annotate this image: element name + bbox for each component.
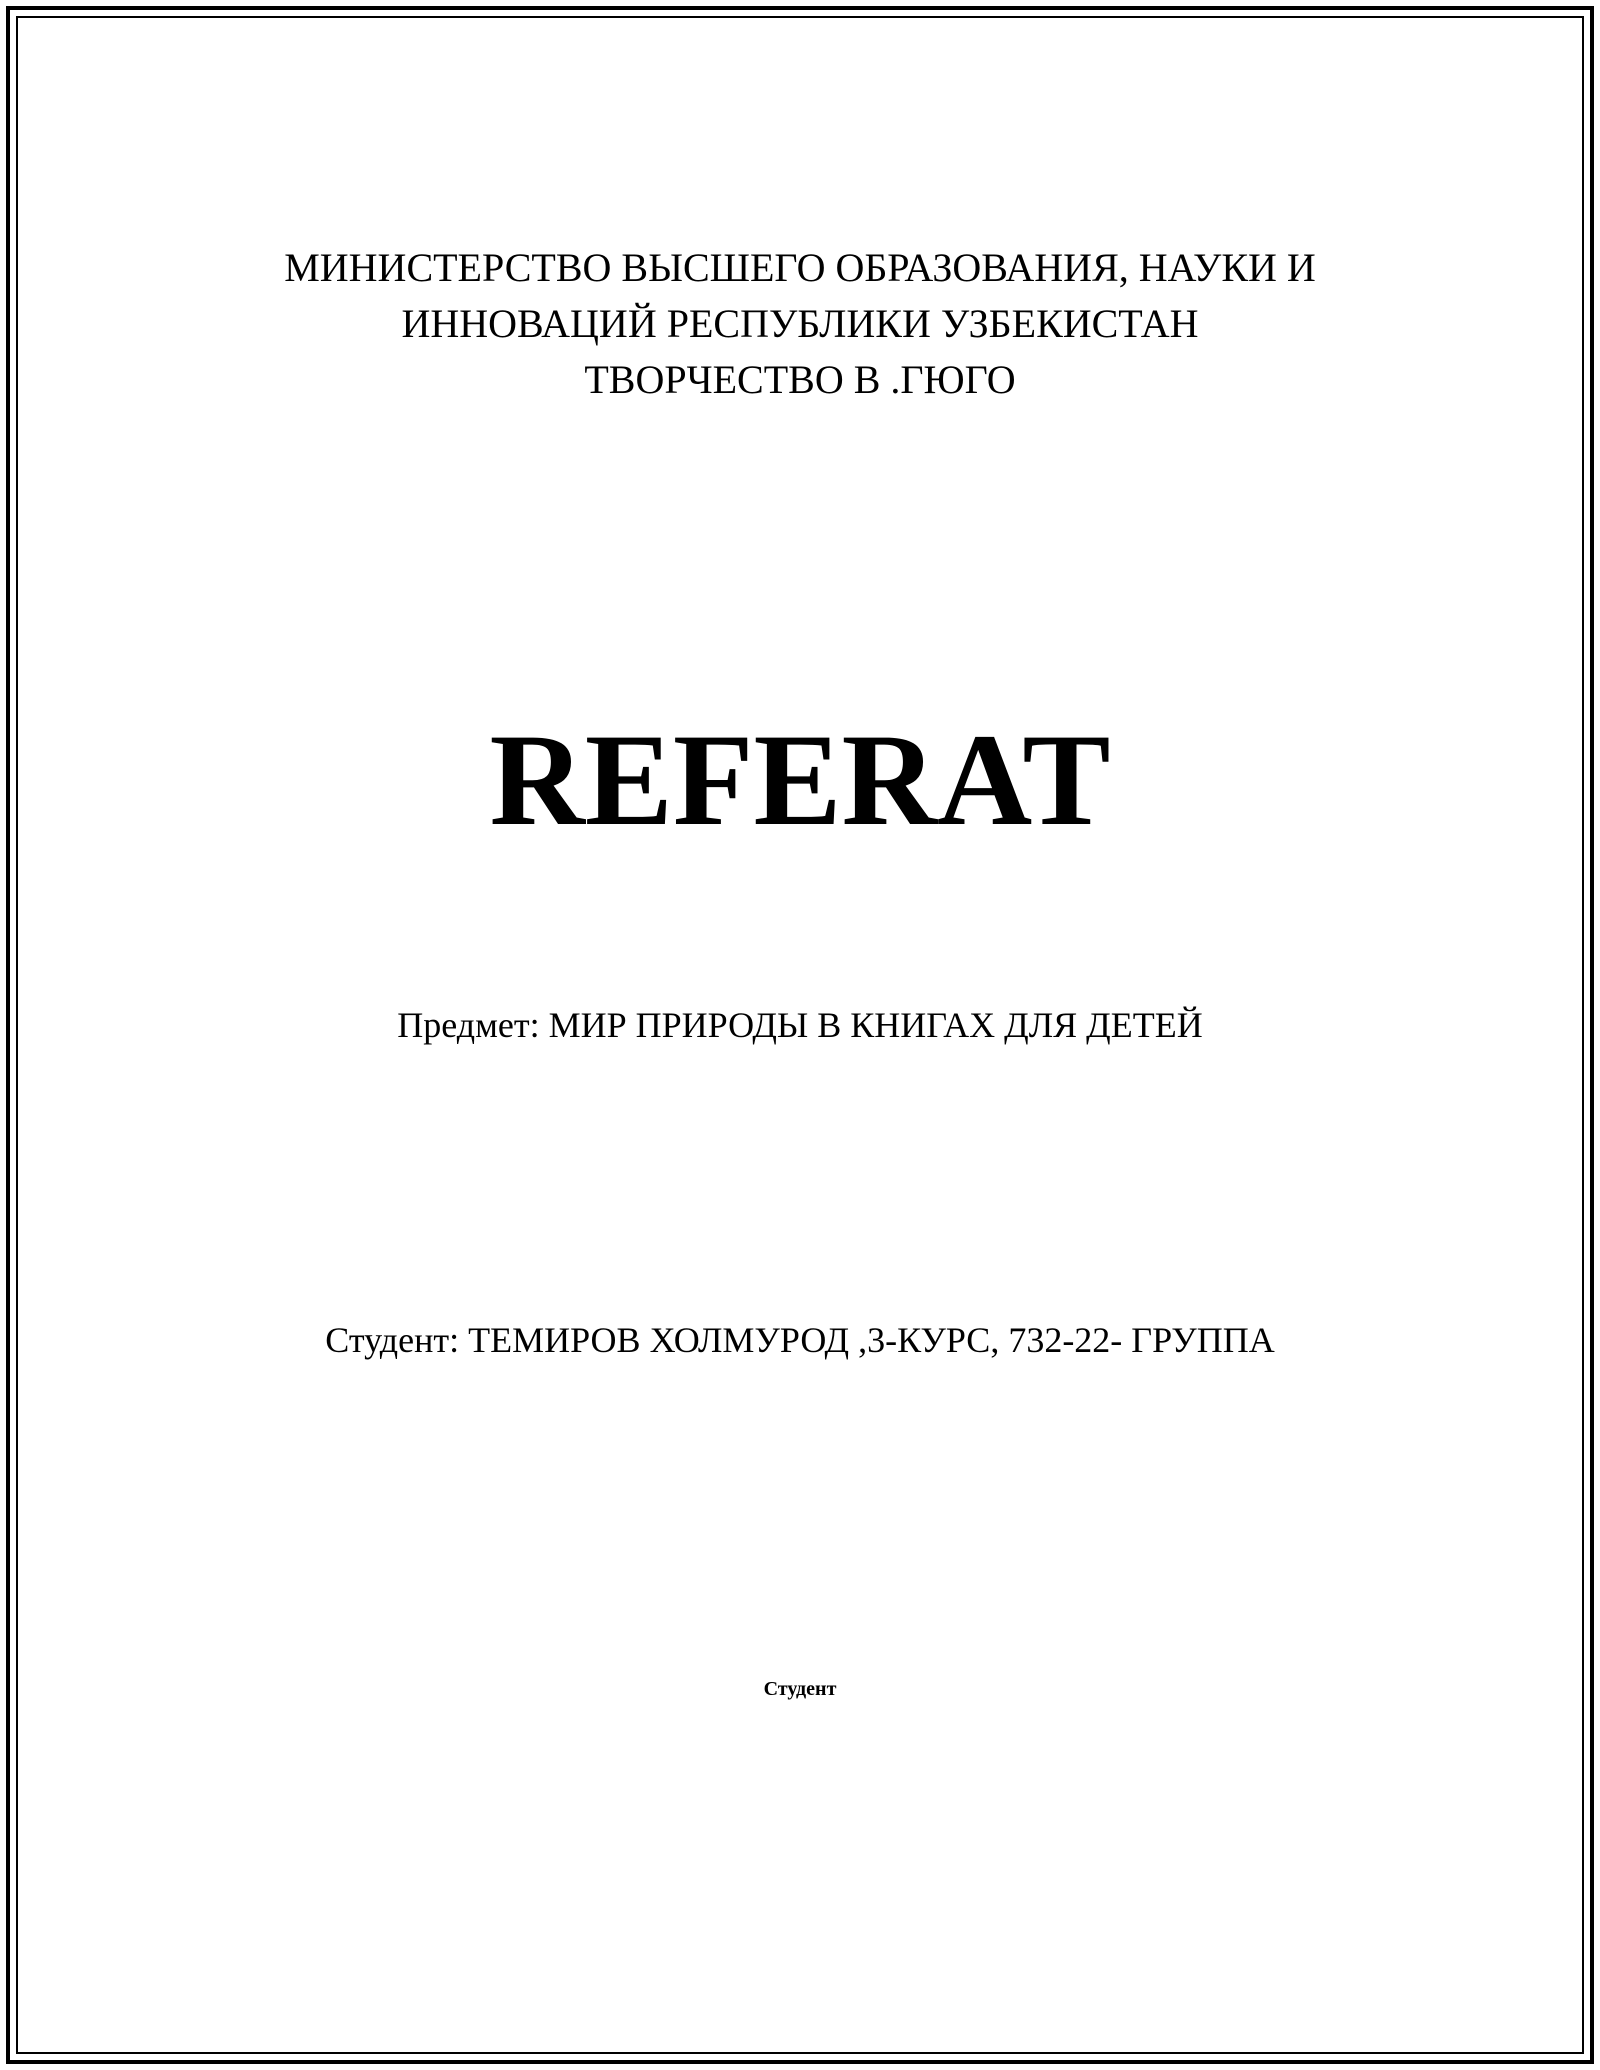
student-line: Студент: ТЕМИРОВ ХОЛМУРОД ,3-КУРС, 732-22- ГРУППА [325, 1320, 1275, 1360]
ministry-header-line-3: ТВОРЧЕСТВО В .ГЮГО [584, 357, 1016, 402]
subject-line: Предмет: МИР ПРИРОДЫ В КНИГАХ ДЛЯ ДЕТЕЙ [397, 1005, 1203, 1045]
ministry-header-line-1: МИНИСТЕРСТВО ВЫСШЕГО ОБРАЗОВАНИЯ, НАУКИ И [284, 245, 1316, 290]
document-title: REFERAT [489, 706, 1111, 853]
bottom-student-label: Студент [763, 1678, 837, 1700]
ministry-header-line-2: ИННОВАЦИЙ РЕСПУБЛИКИ УЗБЕКИСТАН [401, 301, 1199, 346]
